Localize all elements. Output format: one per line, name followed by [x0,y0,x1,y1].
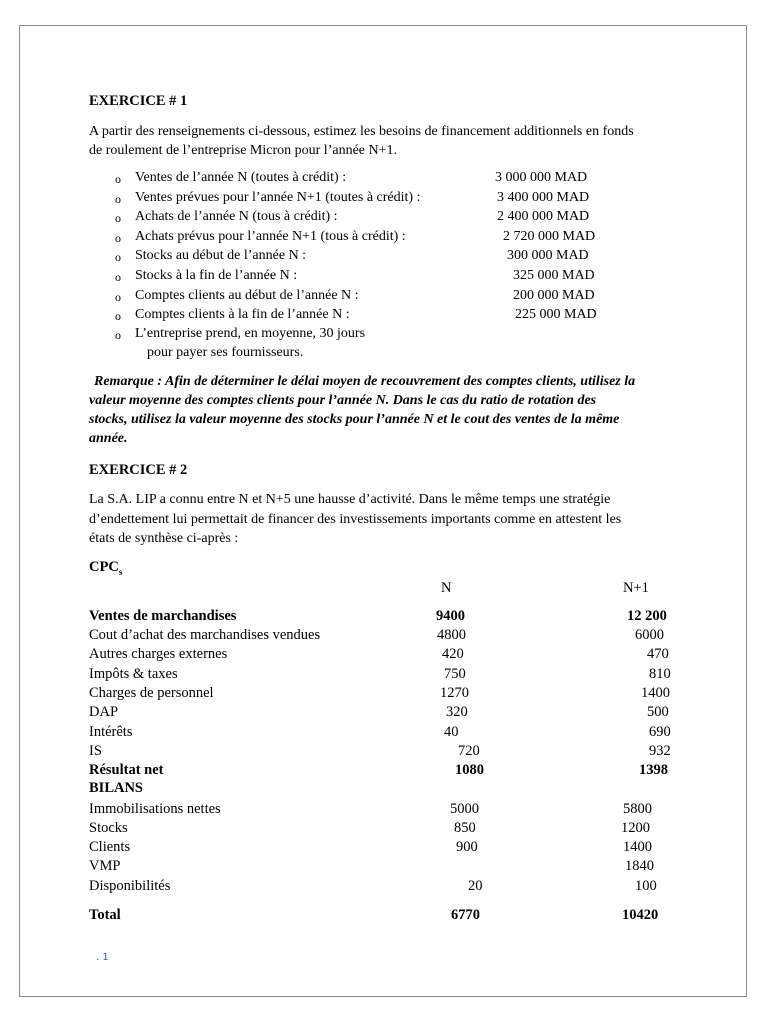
cpc-row-label: Ventes de marchandises [89,608,237,624]
cpc-row-n1: 810 [649,666,671,682]
ex1-item-label: Achats prévus pour l’année N+1 (tous à crédit) : [135,229,406,244]
bilan-row-n1: 1400 [623,839,652,855]
ex1-item-value: 200 000 MAD [513,288,595,303]
remark-line4: année. [89,431,128,446]
bilan-row-n: 5000 [450,801,479,817]
exercise1-intro-line2: de roulement de l’entreprise Micron pour l’année N+1. [89,143,398,158]
bilan-row-label: Stocks [89,820,128,836]
cpc-row-label: Cout d’achat des marchandises vendues [89,627,321,643]
cpc-row-n1: 500 [647,704,669,720]
bullet-icon: o [115,290,121,304]
bilan-row-n1: 5800 [623,801,652,817]
bilan-row-label: Clients [89,839,131,855]
cpc-row-n: 9400 [436,608,465,624]
cpc-row-label: Résultat net [89,762,164,778]
bilan-row-n1: 100 [635,878,657,894]
bullet-icon: o [115,231,121,245]
bullet-icon: o [115,250,121,264]
ex1-item-value: 300 000 MAD [507,248,589,263]
exercise2-intro-line1: La S.A. LIP a connu entre N et N+5 une hausse d’activité. Dans le même temps une stratégie [89,492,611,507]
bilan-row-n1: 1840 [625,858,654,874]
column-header-n1: N+1 [623,580,649,596]
ex1-item-label: Comptes clients à la fin de l’année N : [135,307,350,322]
remark-line1: Remarque : Afin de déterminer le délai moyen de recouvrement des comptes clients, utilisez la [94,374,636,389]
cpc-row-n: 1270 [440,685,469,701]
total-row-label: Total [89,907,121,923]
ex1-last-item-line1: L’entreprise prend, en moyenne, 30 jours [135,326,366,341]
ex1-item-value: 3 000 000 MAD [495,170,588,185]
exercise2-intro-line2: d’endettement lui permettait de financer des investissements importants comme en attestent les [89,512,622,527]
cpc-row-n: 1080 [455,762,484,778]
exercise1-title: EXERCICE # 1 [89,93,188,109]
cpc-row-n1: 690 [649,724,671,740]
cpc-row-label: IS [89,743,102,759]
cpc-row-n: 420 [442,646,464,662]
bullet-icon: o [115,172,121,186]
ex1-item-label: Ventes de l’année N (toutes à crédit) : [135,170,347,185]
cpc-row-label: Autres charges externes [89,646,228,662]
total-row-n1: 10420 [622,907,659,923]
page-number: . 1 [96,952,109,963]
exercise1-intro-line1: A partir des renseignements ci-dessous, estimez les besoins de financement additionnels en fonds [89,124,634,139]
cpc-row-n: 750 [444,666,466,682]
bilan-row-n1: 1200 [621,820,650,836]
cpc-row-n: 320 [446,704,468,720]
cpc-row-label: Impôts & taxes [89,666,178,682]
remark-line3: stocks, utilisez la valeur moyenne des stocks pour l’année N et le cout des ventes de la même [89,412,620,427]
cpc-row-n: 4800 [437,627,466,643]
ex1-item-label: Ventes prévues pour l’année N+1 (toutes à crédit) : [135,190,421,205]
cpc-row-label: Intérêts [89,724,133,740]
cpc-row-n1: 12 200 [627,608,667,624]
bullet-icon: o [115,211,121,225]
cpc-row-n: 40 [444,724,459,740]
cpc-row-n1: 1400 [641,685,670,701]
cpc-row-n1: 1398 [639,762,668,778]
bilan-row-label: Immobilisations nettes [89,801,221,817]
cpc-title: $CPC_s$ [89,559,123,577]
cpc-row-n1: 470 [647,646,669,662]
ex1-item-value: 2 720 000 MAD [503,229,596,244]
bilan-row-n: 850 [454,820,476,836]
total-row-n: 6770 [451,907,480,923]
bullet-icon: o [115,270,121,284]
remark-line2: valeur moyenne des comptes clients pour l’année N. Dans le cas du ratio de rotation des [89,393,597,408]
ex1-item-label: Stocks au début de l’année N : [135,248,307,263]
bullet-icon: o [115,328,121,342]
ex1-item-label: Stocks à la fin de l’année N : [135,268,298,283]
column-header-n: N [441,580,452,596]
cpc-row-label: Charges de personnel [89,685,214,701]
bilans-title: BILANS [89,780,143,796]
ex1-item-value: 2 400 000 MAD [497,209,590,224]
cpc-row-n: 720 [458,743,480,759]
cpc-row-n1: 6000 [635,627,664,643]
bilan-row-label: Disponibilités [89,878,171,894]
ex1-item-value: 225 000 MAD [515,307,597,322]
bullet-icon: o [115,309,121,323]
ex1-item-label: Comptes clients au début de l’année N : [135,288,359,303]
cpc-row-n1: 932 [649,743,671,759]
exercise2-intro-line3: états de synthèse ci-après : [89,531,239,546]
ex1-item-value: 325 000 MAD [513,268,595,283]
cpc-row-label: DAP [89,704,119,720]
bullet-icon: o [115,192,121,206]
bilan-row-n: 20 [468,878,483,894]
ex1-last-item-line2: pour payer ses fournisseurs. [147,345,304,360]
ex1-item-value: 3 400 000 MAD [497,190,590,205]
ex1-item-label: Achats de l’année N (tous à crédit) : [135,209,338,224]
exercise2-title: EXERCICE # 2 [89,462,188,478]
bilan-row-label: VMP [89,858,121,874]
bilan-row-n: 900 [456,839,478,855]
